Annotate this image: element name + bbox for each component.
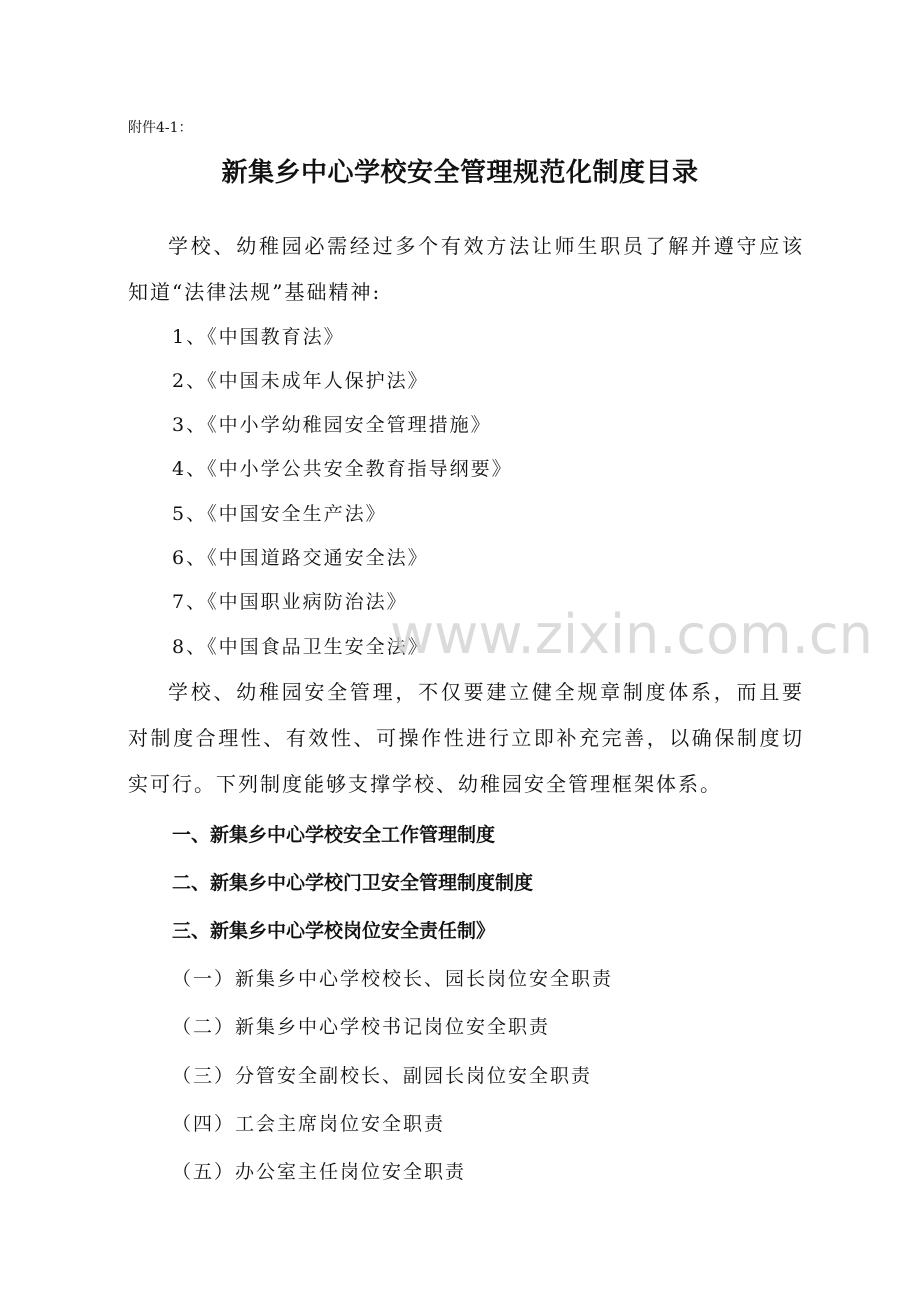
attachment-label: 附件4-1： <box>128 120 193 136</box>
document-title: 新集乡中心学校安全管理规范化制度目录 <box>221 158 699 188</box>
section-heading: 三、新集乡中心学校岗位安全责任制》 <box>172 920 496 942</box>
intro-paragraph: 学校、幼稚园必需经过多个有效方法让师生职员了解并遵守应该知道“法律法规”基础精神: <box>128 234 804 304</box>
law-item: 6、《中国道路交通安全法》 <box>172 547 429 569</box>
law-item: 4、《中小学公共安全教育指导纲要》 <box>172 458 513 480</box>
law-item: 5、《中国安全生产法》 <box>172 503 387 525</box>
law-item: 3、《中小学幼稚园安全管理措施》 <box>172 414 492 436</box>
section-heading: 一、新集乡中心学校安全工作管理制度 <box>172 824 496 846</box>
subsection-item: （五）办公室主任岗位安全职责 <box>172 1161 467 1183</box>
subsection-item: （三）分管安全副校长、副园长岗位安全职责 <box>172 1065 593 1087</box>
subsection-item: （四）工会主席岗位安全职责 <box>172 1113 446 1135</box>
law-item: 8、《中国食品卫生安全法》 <box>172 636 429 658</box>
law-item: 1、《中国教育法》 <box>172 326 345 348</box>
watermark: www.zixin.com.cn <box>390 603 873 666</box>
law-item: 7、《中国职业病防治法》 <box>172 591 408 613</box>
law-item: 2、《中国未成年人保护法》 <box>172 370 429 392</box>
subsection-item: （二）新集乡中心学校书记岗位安全职责 <box>172 1016 551 1038</box>
section-heading: 二、新集乡中心学校门卫安全管理制度制度 <box>172 872 534 894</box>
subsection-item: （一）新集乡中心学校校长、园长岗位安全职责 <box>172 968 614 990</box>
framework-paragraph: 学校、幼稚园安全管理，不仅要建立健全规章制度体系，而且要对制度合理性、有效性、可操作性进行立即补充完善，以确保制度切实可行。下列制度能够支撑学校、幼稚园安全管理框架体系。 <box>128 680 804 796</box>
